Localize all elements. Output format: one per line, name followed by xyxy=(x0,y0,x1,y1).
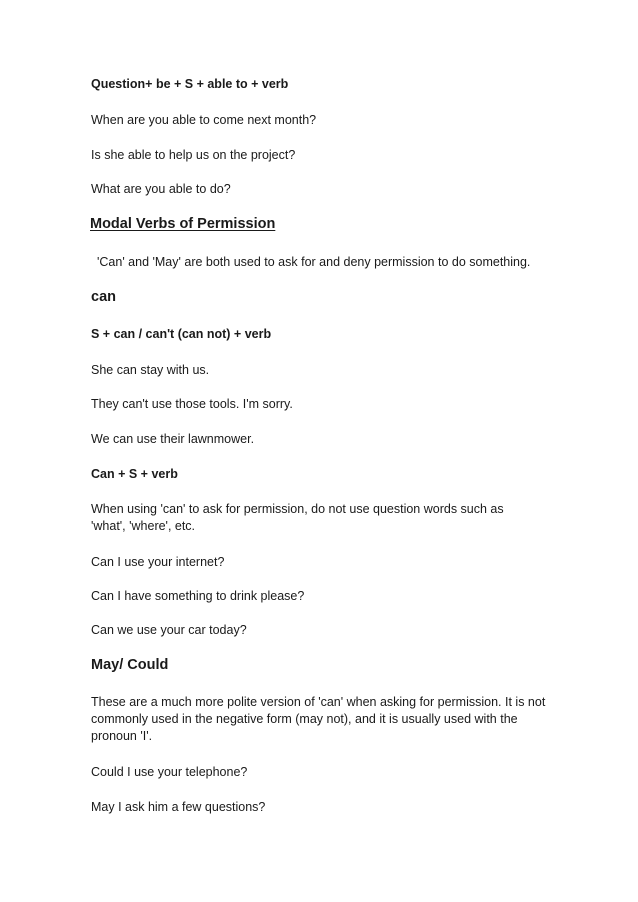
subheading-may-could: May/ Could xyxy=(91,657,169,673)
example-when-able: When are you able to come next month? xyxy=(91,113,317,127)
example-what-able: What are you able to do? xyxy=(91,182,231,196)
structure-can-question: Can + S + verb xyxy=(91,467,178,481)
example-internet: Can I use your internet? xyxy=(91,555,225,569)
note-may-could: These are a much more polite version of 'can' when asking for permission. It is not commonly used in the negative form (may not), and it is usually used with the pronoun 'I'. xyxy=(91,695,546,743)
example-questions: May I ask him a few questions? xyxy=(91,800,266,814)
example-she-able: Is she able to help us on the project? xyxy=(91,148,296,162)
permission-intro: 'Can' and 'May' are both used to ask for and deny permission to do something. xyxy=(97,255,531,269)
example-lawnmower: We can use their lawnmower. xyxy=(91,432,255,446)
subheading-can: can xyxy=(91,289,116,305)
note-question-words: When using 'can' to ask for permission, do not use question words such as 'what', 'where', etc. xyxy=(91,502,504,533)
structure-can-negative: S + can / can't (can not) + verb xyxy=(91,327,272,341)
example-drink: Can I have something to drink please? xyxy=(91,589,305,603)
example-tools: They can't use those tools. I'm sorry. xyxy=(91,397,293,411)
example-telephone: Could I use your telephone? xyxy=(91,765,248,779)
section-permission-title: Modal Verbs of Permission xyxy=(90,216,276,232)
structure-be-able: Question+ be + S + able to + verb xyxy=(91,77,289,91)
example-stay: She can stay with us. xyxy=(91,363,210,377)
example-car: Can we use your car today? xyxy=(91,623,247,637)
